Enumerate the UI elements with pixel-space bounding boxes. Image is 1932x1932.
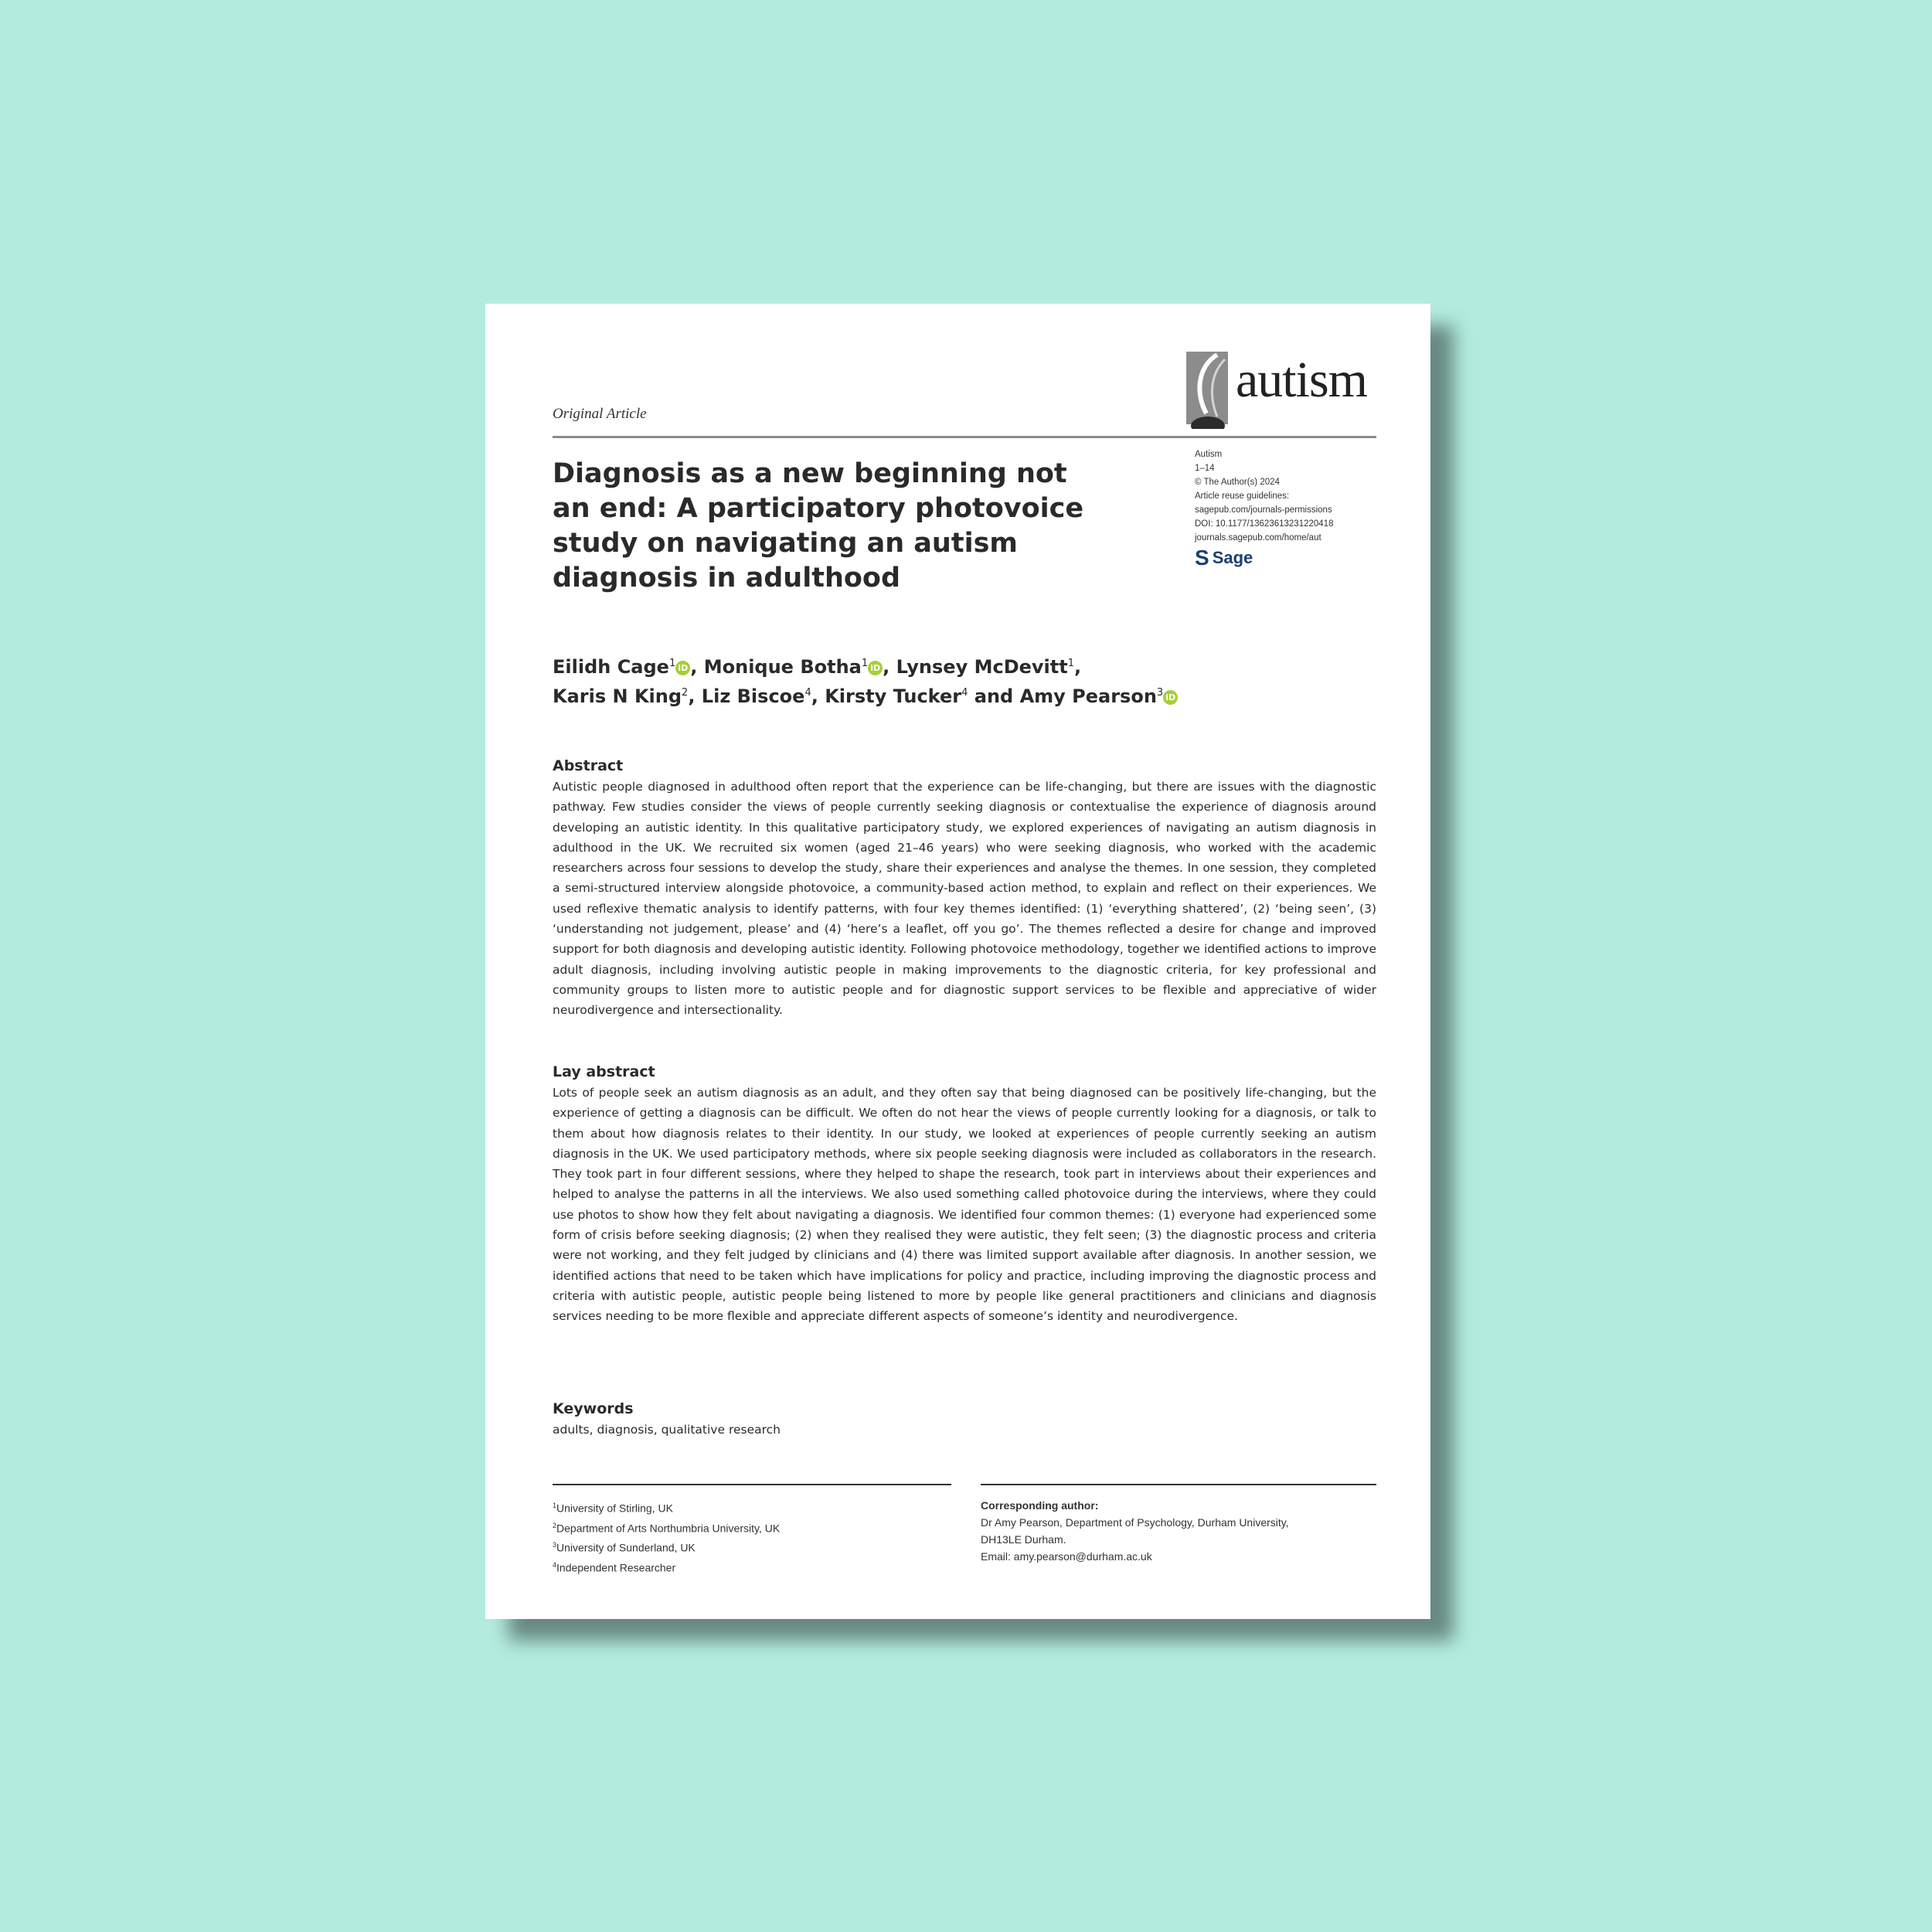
meta-doi[interactable]: DOI: 10.1177/13623613231220418 bbox=[1195, 519, 1334, 529]
affiliation-number: 2 bbox=[553, 1521, 557, 1529]
corresponding-email[interactable]: Email: amy.pearson@durham.ac.uk bbox=[981, 1550, 1152, 1563]
publisher-name: Sage bbox=[1212, 548, 1253, 567]
author-name: Monique Botha bbox=[703, 656, 862, 678]
publisher-logo bbox=[1195, 548, 1380, 568]
author-affiliation-number: 4 bbox=[804, 687, 811, 699]
sage-s-icon: S bbox=[1195, 546, 1209, 570]
meta-journal-url[interactable]: journals.sagepub.com/home/aut bbox=[1195, 533, 1321, 543]
orcid-icon[interactable]: iD bbox=[868, 661, 883, 675]
author-name: Liz Biscoe bbox=[701, 685, 805, 707]
affiliation-text: Department of Arts Northumbria University, UK bbox=[556, 1522, 781, 1535]
author bbox=[825, 685, 968, 707]
affiliation-item bbox=[553, 1556, 939, 1577]
journal-logo-text: autism bbox=[1236, 352, 1367, 408]
author-name: Eilidh Cage bbox=[553, 656, 669, 678]
affiliation-text: Independent Researcher bbox=[556, 1561, 676, 1574]
abstract-heading: Abstract bbox=[553, 757, 624, 774]
article-page bbox=[485, 304, 1430, 1619]
corresponding-line2: DH13LE Durham. bbox=[981, 1533, 1066, 1546]
author-affiliation-number: 1 bbox=[861, 658, 869, 669]
author-name: Karis N King bbox=[553, 685, 682, 707]
author-name: Kirsty Tucker bbox=[825, 685, 962, 707]
meta-pages: 1–14 bbox=[1195, 464, 1215, 473]
abstract-section bbox=[553, 757, 1376, 1021]
author bbox=[704, 656, 883, 678]
author-name: Amy Pearson bbox=[1019, 685, 1157, 707]
keywords-section bbox=[553, 1400, 1376, 1440]
meta-copyright: © The Author(s) 2024 bbox=[1195, 478, 1280, 487]
author bbox=[553, 685, 688, 707]
footnote-rule-left bbox=[553, 1484, 951, 1485]
meta-reuse-url[interactable]: sagepub.com/journals-permissions bbox=[1195, 505, 1332, 515]
article-title: Diagnosis as a new beginning not an end: A participatory photovoice study on navigating an autism diagnosis in adulthood bbox=[553, 458, 1084, 594]
corresponding-author bbox=[981, 1497, 1383, 1565]
affiliation-number: 4 bbox=[553, 1560, 557, 1569]
lay-abstract-section bbox=[553, 1063, 1376, 1327]
keywords-text: adults, diagnosis, qualitative research bbox=[553, 1423, 781, 1437]
orcid-icon[interactable]: iD bbox=[1163, 690, 1178, 705]
author-name: Lynsey McDevitt bbox=[896, 656, 1068, 678]
abstract-text: Autistic people diagnosed in adulthood often report that the experience can be life-changing, but there are issues with the diagnostic pathway. Few studies consider the views of people currently seeking diagnosis or contextualise the experience of diagnosis around developing an autistic identity. In this qualitative participatory study, we explored experiences of navigating an autism diagnosis in adulthood in the UK. We recruited six women (aged 21–46 years) who were seeking diagnosis, who worked with the academic researchers across four sessions to develop the study, share their experiences and analyse the themes. In one session, they completed a semi-structured interview alongside photovoice, a community-based action method, to explain and reflect on their experiences. We used reflexive thematic analysis to identify patterns, with four key themes identified: (1) ‘everything shattered’, (2) ‘being seen’, (3) ‘understanding not judgement, please’ and (4) ‘here’s a leaflet, off you go’. The themes reflected a desire for change and improved support for both diagnosis and developing autistic identity. Following photovoice methodology, together we identified actions to improve adult diagnosis, including involving autistic people in making improvements to the diagnostic criteria, for key professional and community groups to listen more to autistic people and for diagnostic support services to be flexible and appreciative of wider neurodivergence and intersectionality. bbox=[553, 780, 1376, 1018]
corresponding-line1: Dr Amy Pearson, Department of Psychology, Durham University, bbox=[981, 1516, 1289, 1529]
author-affiliation-number: 1 bbox=[668, 658, 676, 669]
author bbox=[1020, 685, 1179, 707]
lay-abstract-text: Lots of people seek an autism diagnosis as an adult, and they often say that being diagnosed can be positively life-changing, but the experience of getting a diagnosis can be difficult. We often do not hear the views of people currently looking for a diagnosis, or talk to them about how diagnosis relates to their identity. In our study, we looked at experiences of people currently seeking an autism diagnosis in the UK. We used participatory methods, where six people seeking diagnosis were included as collaborators in the research. They took part in four different sessions, where they helped to shape the research, took part in interviews about their experiences and helped to analyse the patterns in all the interviews. We also used something called photovoice during the interviews, where they could use photos to show how they felt about navigating a diagnosis. We identified four common themes: (1) everyone had experienced some form of crisis before seeking diagnosis; (2) when they realised they were autistic, they felt seen; (3) the diagnostic process and criteria were not working, and they felt judged by clinicians and (4) there was limited support available after diagnosis. In another session, we identified actions that need to be taken which have implications for policy and practice, including improving the diagnostic process and criteria with autistic people, autistic people being listened to more by people like general practitioners and clinicians and diagnosis services needing to be more flexible and appreciate different aspects of someone’s identity and neurodivergence. bbox=[553, 1086, 1376, 1324]
article-meta bbox=[1195, 447, 1380, 568]
meta-reuse-label: Article reuse guidelines: bbox=[1195, 492, 1290, 501]
autism-logo-icon bbox=[1186, 352, 1233, 429]
affiliations bbox=[553, 1497, 939, 1577]
corresponding-label: Corresponding author: bbox=[981, 1499, 1099, 1512]
affiliation-text: University of Sunderland, UK bbox=[556, 1541, 696, 1554]
author-affiliation-number: 3 bbox=[1156, 687, 1164, 699]
article-type: Original Article bbox=[553, 406, 647, 422]
affiliation-item bbox=[553, 1536, 939, 1556]
affiliation-number: 3 bbox=[553, 1541, 557, 1549]
author bbox=[896, 656, 1074, 678]
journal-logo bbox=[1186, 352, 1376, 429]
affiliation-item bbox=[553, 1517, 939, 1537]
author-list: Eilidh Cage$^1$ iD , Monique Botha$^1$ iD , Lynsey McDevitt$^1$, Karis N King$^2$, Liz Biscoe$^4$, Kirsty Tucker$^4$ and Amy Pearson$^3$ iD bbox=[553, 651, 1248, 709]
keywords-heading: Keywords bbox=[553, 1400, 634, 1417]
author-affiliation-number: 4 bbox=[961, 687, 968, 699]
author bbox=[702, 685, 811, 707]
header-rule bbox=[553, 436, 1376, 438]
meta-journal: Autism bbox=[1195, 450, 1223, 459]
author-affiliation-number: 1 bbox=[1067, 658, 1074, 669]
author bbox=[553, 656, 690, 678]
affiliation-item bbox=[553, 1497, 939, 1517]
affiliation-number: 1 bbox=[553, 1502, 557, 1509]
lay-abstract-heading: Lay abstract bbox=[553, 1063, 655, 1080]
footnote-rule-right bbox=[981, 1484, 1376, 1485]
affiliation-text: University of Stirling, UK bbox=[556, 1502, 673, 1515]
author-affiliation-number: 2 bbox=[682, 687, 689, 699]
orcid-icon[interactable]: iD bbox=[675, 661, 690, 675]
